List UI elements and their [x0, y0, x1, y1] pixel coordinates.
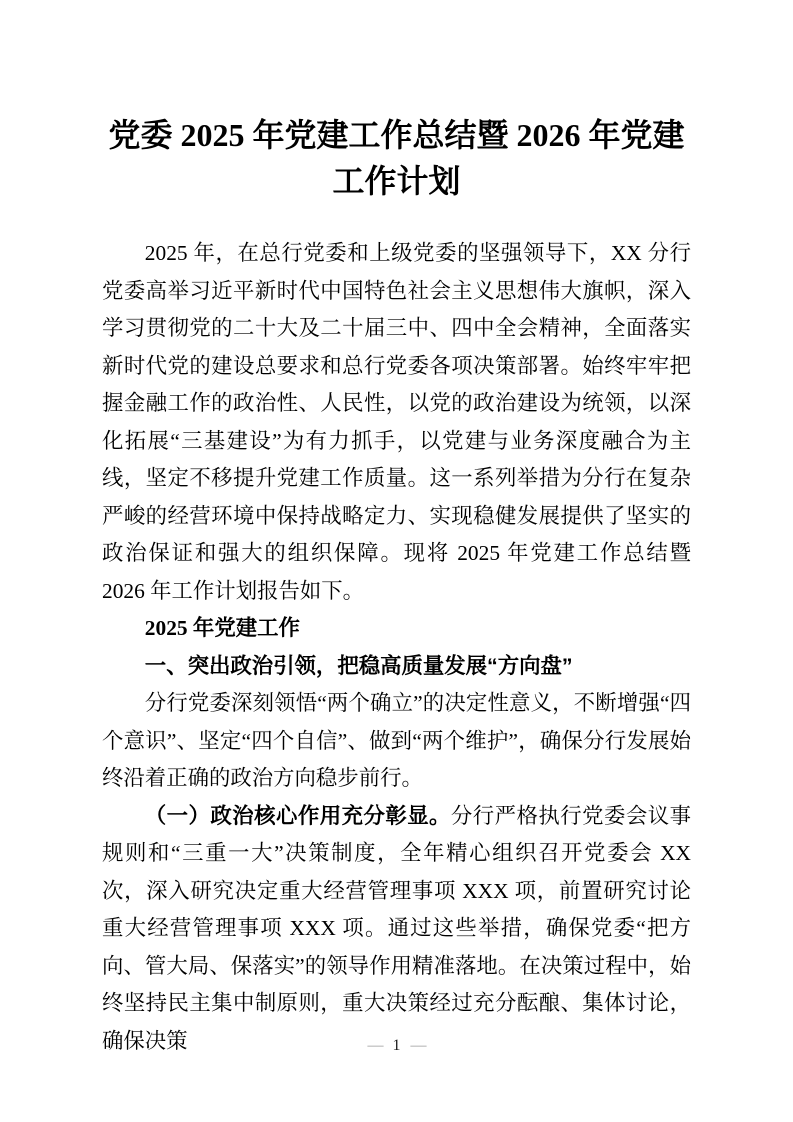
footer-dash-left: — — [367, 1037, 383, 1054]
footer-dash-right: — — [410, 1037, 426, 1054]
heading-political-leadership: 一、突出政治引领，把稳高质量发展“方向盘” — [144, 653, 573, 678]
subsection-body-text: 分行严格执行党委会议事规则和“三重一大”决策制度，全年精心组织召开党委会 XX 次，深入研究决定重大经营管理事项 XXX 项，前置研究讨论重大经营管理事项 XXX 项。通过这些举措，确保党委“把方向、管大局、保落实”的领导作用精准落地。在决策过程中，始终坚持民主集中制原则，重大决策经过充分酝酿、集体讨论，确保决策 — [102, 803, 691, 1053]
paragraph-political-resolve: 分行党委深刻领悟“两个确立”的决定性意义，不断增强“四个意识”、坚定“四个自信”、做到“两个维护”，确保分行发展始终沿着正确的政治方向稳步前行。 — [102, 691, 691, 790]
intro-paragraph: 2025 年，在总行党委和上级党委的坚强领导下，XX 分行党委高举习近平新时代中国特色社会主义思想伟大旗帜，深入学习贯彻党的二十大及二十届三中、四中全会精神，全面落实新时代党的建设总要求和总行党委各项决策部署。始终牢牢把握金融工作的政治性、人民性，以党的政治建设为统领，以深化拓展“三基建设”为有力抓手，以党建与业务深度融合为主线，坚定不移提升党建工作质量。这一系列举措为分行在复杂严峻的经营环境中保持战略定力、实现稳健发展提供了坚实的政治保证和强大的组织保障。现将 2025 年党建工作总结暨 2026 年工作计划报告如下。 — [102, 241, 691, 603]
subheading-political-core-lead: （一）政治核心作用充分彰显。 — [144, 803, 451, 828]
page-number: 1 — [392, 1037, 401, 1054]
document-title: 党委 2025 年党建工作总结暨 2026 年党建工作计划 — [108, 117, 685, 199]
paragraph-political-core-role — [102, 798, 691, 1061]
document-content — [102, 112, 691, 1060]
page-footer — [0, 1035, 793, 1057]
section-label-2025: 2025 年党建工作 — [144, 616, 300, 640]
